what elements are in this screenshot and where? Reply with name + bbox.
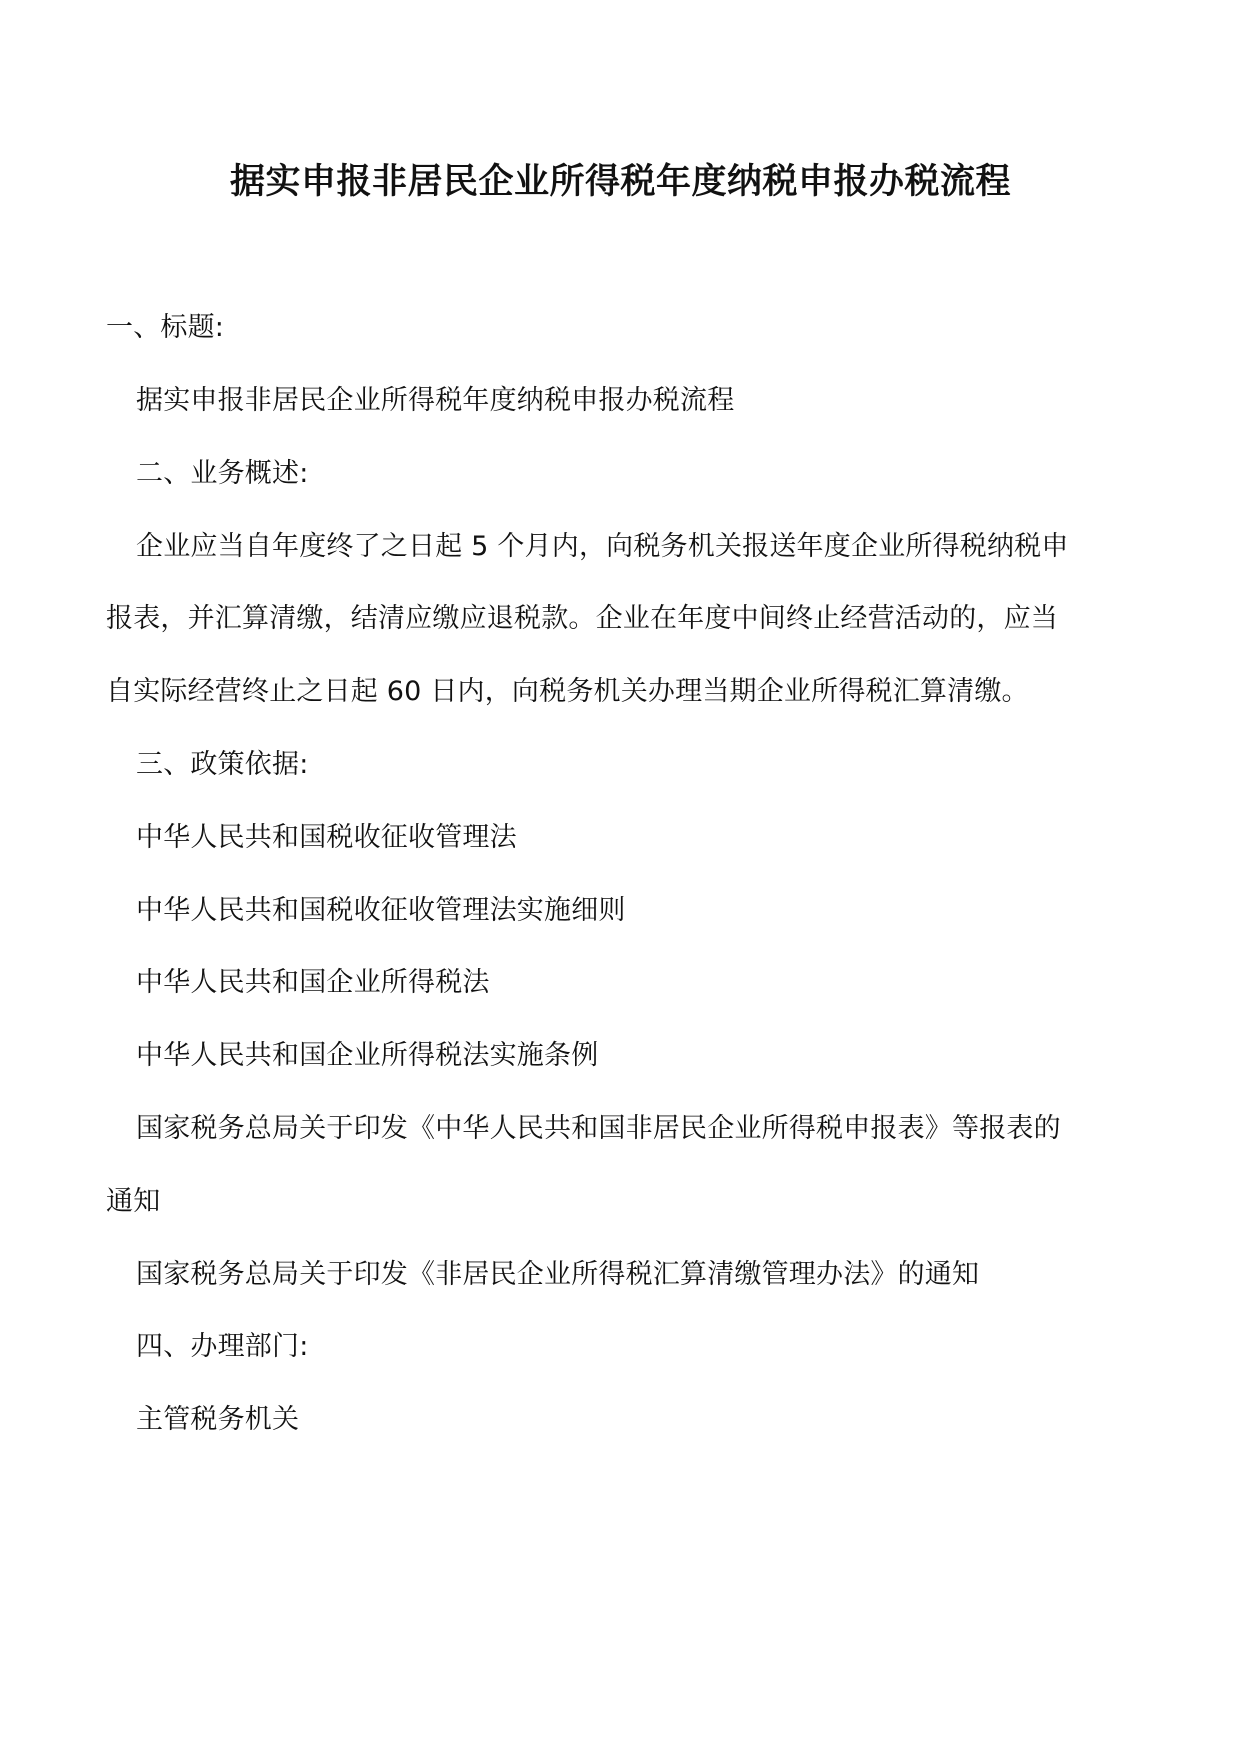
document-title: 据实申报非居民企业所得税年度纳税申报办税流程 xyxy=(229,162,1011,202)
paragraph-overview-line-1: 企业应当自年度终了之日起 5 个月内，向税务机关报送年度企业所得税纳税申 xyxy=(136,531,1069,562)
paragraph-overview-line-2: 报表，并汇算清缴，结清应缴应退税款。企业在年度中间终止经营活动的，应当 xyxy=(106,603,1058,634)
policy-item: 中华人民共和国企业所得税法实施条例 xyxy=(136,1040,599,1071)
policy-item-continuation: 通知 xyxy=(106,1186,161,1217)
department-text: 主管税务机关 xyxy=(136,1404,300,1435)
section-heading-department: 四、办理部门: xyxy=(136,1331,309,1362)
paragraph-title-text: 据实申报非居民企业所得税年度纳税申报办税流程 xyxy=(136,385,735,416)
section-heading-overview: 二、业务概述: xyxy=(136,458,309,489)
policy-item: 中华人民共和国税收征收管理法 xyxy=(136,822,517,853)
paragraph-overview-line-3: 自实际经营终止之日起 60 日内，向税务机关办理当期企业所得税汇算清缴。 xyxy=(106,676,1029,707)
section-heading-title: 一、标题: xyxy=(106,312,225,343)
policy-item: 国家税务总局关于印发《非居民企业所得税汇算清缴管理办法》的通知 xyxy=(136,1259,980,1290)
section-heading-policy: 三、政策依据: xyxy=(136,749,309,780)
policy-item: 中华人民共和国税收征收管理法实施细则 xyxy=(136,895,626,926)
policy-item: 国家税务总局关于印发《中华人民共和国非居民企业所得税申报表》等报表的 xyxy=(136,1113,1061,1144)
policy-item: 中华人民共和国企业所得税法 xyxy=(136,967,490,998)
